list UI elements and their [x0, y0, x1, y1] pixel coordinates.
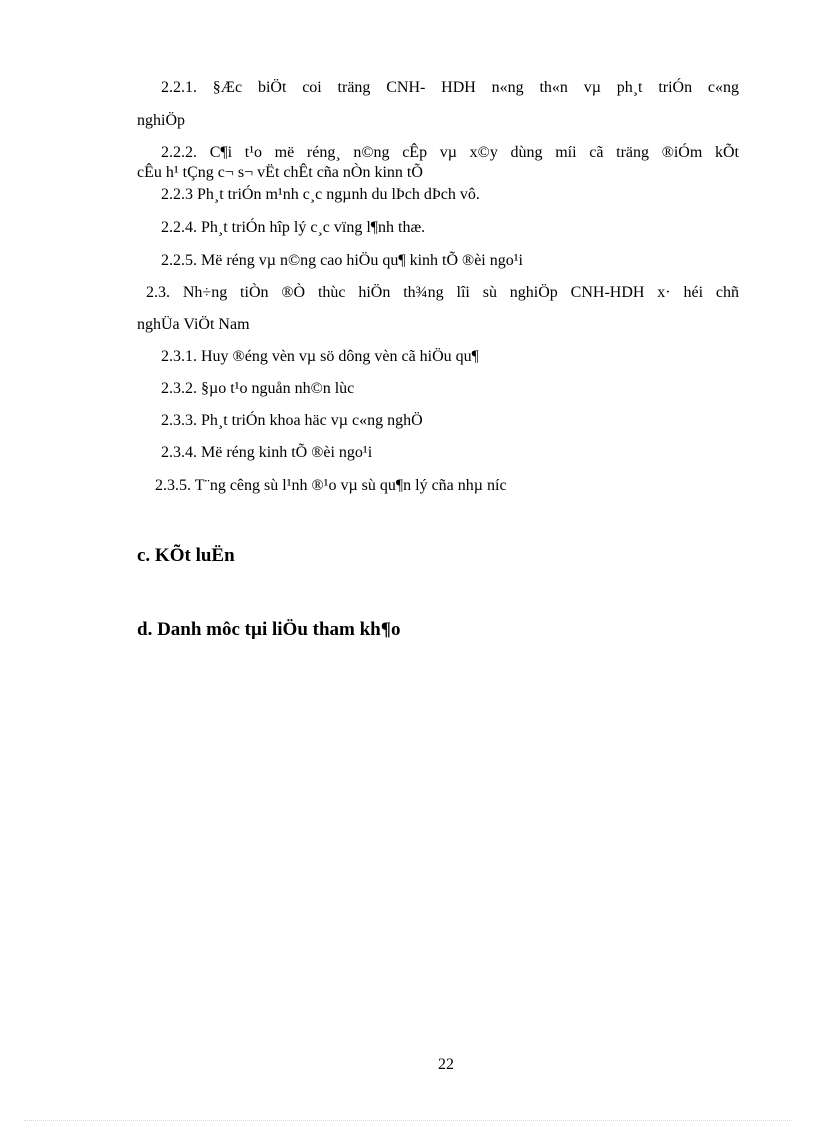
- toc-entry-2-2-1-line-2: nghiÖp: [137, 112, 185, 129]
- toc-entry-2-2-4: 2.2.4. Ph¸t triÓn hîp lý c¸c vïng l¶nh thæ.: [161, 219, 426, 236]
- toc-entry-2-3-1: 2.3.1. Huy ®éng vèn vµ sö dông vèn cã hiÖu qu¶: [161, 348, 479, 365]
- page-number: 22: [438, 1056, 454, 1073]
- toc-entry-2-3-line-1: 2.3. Nh÷ng tiÒn ®Ò thùc hiÖn th¾ng lîi sù nghiÖp CNH-HDH x· héi chñ: [146, 284, 739, 301]
- toc-entry-2-3-line-2: nghÜa ViÖt Nam: [137, 316, 250, 333]
- toc-entry-2-2-3: 2.2.3 Ph¸t triÓn m¹nh c¸c ngµnh du lÞch dÞch vô.: [161, 186, 480, 203]
- toc-entry-2-3-2: 2.3.2. §µo t¹o nguån nh©n lùc: [161, 380, 355, 397]
- references-heading: d. Danh môc tµi liÖu tham kh¶o: [137, 619, 401, 640]
- toc-entry-2-2-2-line-1: 2.2.2. C¶i t¹o më réng¸ n©ng cÊp vµ x©y dùng míi cã träng ®iÓm kÕt: [161, 144, 739, 161]
- conclusion-heading: c. KÕt luËn: [137, 545, 235, 566]
- toc-entry-2-2-2-line-2: cÊu h¹ tÇng c¬ s¬ vËt chÊt cña nÒn kinn tÕ: [137, 164, 423, 181]
- toc-entry-2-3-5: 2.3.5. T¨ng cêng sù l¹nh ®¹o vµ sù qu¶n lý cña nhµ níc: [155, 477, 507, 494]
- toc-entry-2-2-1-line-1: 2.2.1. §Æc biÖt coi träng CNH- HDH n«ng th«n vµ ph¸t triÓn c«ng: [161, 79, 739, 96]
- toc-entry-2-3-4: 2.3.4. Më réng kinh tÕ ®èi ngo¹i: [161, 444, 373, 461]
- toc-entry-2-2-5: 2.2.5. Më réng vµ n©ng cao hiÖu qu¶ kinh tÕ ®èi ngo¹i: [161, 252, 523, 269]
- page-bottom-rule: [24, 1120, 792, 1121]
- toc-entry-2-3-3: 2.3.3. Ph¸t triÓn khoa häc vµ c«ng nghÖ: [161, 412, 423, 429]
